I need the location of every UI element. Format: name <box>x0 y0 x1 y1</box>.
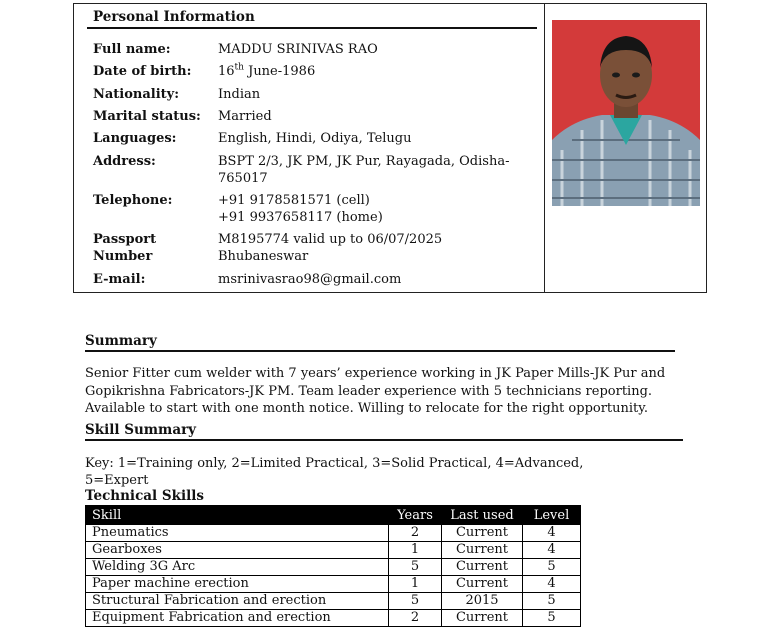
dob-day: 16 <box>218 64 235 79</box>
table-row <box>86 542 581 559</box>
cell-level: 5 <box>523 593 581 610</box>
value-languages: English, Hindi, Odiya, Telugu <box>218 131 412 146</box>
value-telephone-home: +91 9937658117 (home) <box>218 210 383 225</box>
label-full-name: Full name: <box>93 42 171 57</box>
summary-line-2: Gopikrishna Fabricators-JK PM. Team leader experience with 5 technicians reporting. <box>85 384 653 399</box>
cell-skill: Paper machine erection <box>86 576 389 593</box>
cell-years: 5 <box>389 559 442 576</box>
column-header-skill: Skill <box>86 506 389 525</box>
personal-info-divider <box>544 3 545 293</box>
label-email: E-mail: <box>93 272 146 287</box>
cell-level: 5 <box>523 610 581 627</box>
label-nationality: Nationality: <box>93 87 180 102</box>
cell-level: 4 <box>523 525 581 542</box>
column-header-years: Years <box>389 506 442 525</box>
technical-skills-heading: Technical Skills <box>85 488 204 504</box>
cell-last-used: Current <box>442 559 523 576</box>
cell-skill: Equipment Fabrication and erection <box>86 610 389 627</box>
value-nationality: Indian <box>218 87 261 102</box>
cell-last-used: Current <box>442 542 523 559</box>
cell-last-used: Current <box>442 525 523 542</box>
cell-years: 2 <box>389 610 442 627</box>
column-header-last-used: Last used <box>442 506 523 525</box>
cell-level: 5 <box>523 559 581 576</box>
dob-rest: June-1986 <box>243 64 316 79</box>
table-header-row <box>86 506 581 525</box>
value-marital-status: Married <box>218 109 272 124</box>
cell-years: 2 <box>389 525 442 542</box>
summary-line-1: Senior Fitter cum welder with 7 years’ experience working in JK Paper Mills-JK Pur and <box>85 366 666 381</box>
table-row <box>86 559 581 576</box>
table-row <box>86 610 581 627</box>
cell-last-used: Current <box>442 610 523 627</box>
label-dob: Date of birth: <box>93 64 192 79</box>
cell-skill: Pneumatics <box>86 525 389 542</box>
label-passport-line2: Number <box>93 249 153 264</box>
value-email: msrinivasrao98@gmail.com <box>218 272 402 287</box>
cell-years: 1 <box>389 576 442 593</box>
personal-info-rule <box>87 27 537 29</box>
technical-skills-table <box>85 505 581 627</box>
table-row <box>86 593 581 610</box>
summary-rule <box>85 350 675 352</box>
profile-photo <box>552 20 700 206</box>
cell-years: 1 <box>389 542 442 559</box>
value-passport-line2: Bhubaneswar <box>218 249 309 264</box>
skill-key-line-1: Key: 1=Training only, 2=Limited Practical, 3=Solid Practical, 4=Advanced, <box>85 456 584 471</box>
table-row <box>86 525 581 542</box>
summary-line-3: Available to start with one month notice. Willing to relocate for the right opportunity. <box>85 401 649 416</box>
value-full-name: MADDU SRINIVAS RAO <box>218 42 378 57</box>
label-languages: Languages: <box>93 131 177 146</box>
table-row <box>86 576 581 593</box>
dob-suffix: th <box>234 62 244 73</box>
skill-summary-rule <box>85 439 683 441</box>
label-marital-status: Marital status: <box>93 109 201 124</box>
value-telephone-cell: +91 9178581571 (cell) <box>218 193 370 208</box>
label-address: Address: <box>93 154 156 169</box>
cell-last-used: Current <box>442 576 523 593</box>
personal-info-heading: Personal Information <box>93 9 255 25</box>
cell-last-used: 2015 <box>442 593 523 610</box>
label-passport-line1: Passport <box>93 232 157 247</box>
value-address-line1: BSPT 2/3, JK PM, JK Pur, Rayagada, Odisha- <box>218 154 510 169</box>
column-header-level: Level <box>523 506 581 525</box>
skill-key-line-2: 5=Expert <box>85 473 149 488</box>
cell-level: 4 <box>523 542 581 559</box>
cell-skill: Gearboxes <box>86 542 389 559</box>
cell-level: 4 <box>523 576 581 593</box>
value-address-line2: 765017 <box>218 171 268 186</box>
value-dob <box>218 63 518 80</box>
skill-summary-heading: Skill Summary <box>85 422 197 438</box>
profile-photo-graphic <box>552 20 700 206</box>
cell-skill: Welding 3G Arc <box>86 559 389 576</box>
summary-heading: Summary <box>85 333 157 349</box>
label-telephone: Telephone: <box>93 193 173 208</box>
cell-skill: Structural Fabrication and erection <box>86 593 389 610</box>
value-passport-line1: M8195774 valid up to 06/07/2025 <box>218 232 443 247</box>
cell-years: 5 <box>389 593 442 610</box>
